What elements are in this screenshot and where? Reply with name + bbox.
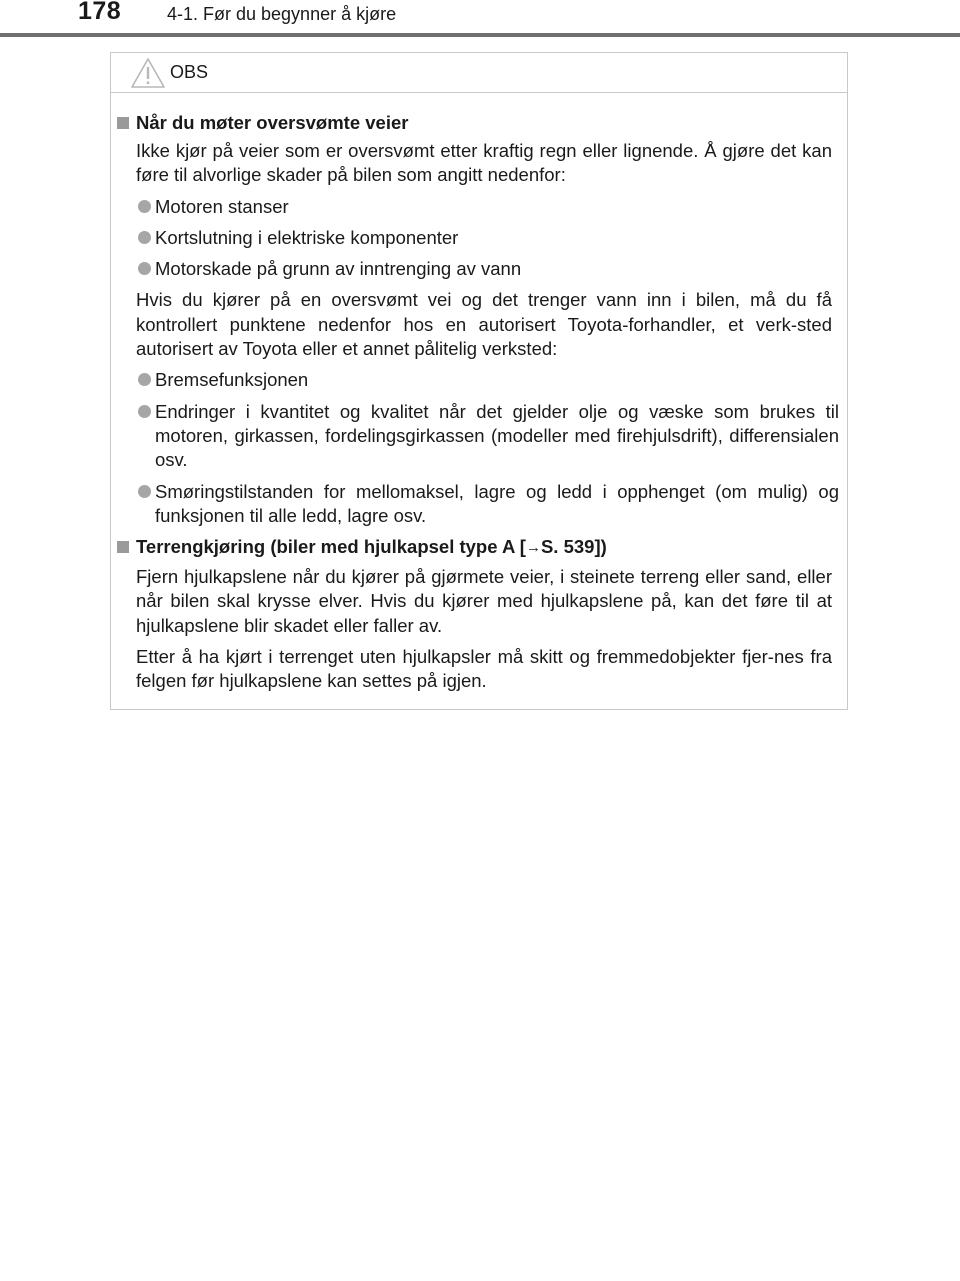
- list-item-text: Motoren stanser: [155, 195, 289, 217]
- page-number: 178: [78, 0, 122, 25]
- list-item: [155, 226, 839, 250]
- page-reference-link[interactable]: S. 539]): [540, 536, 607, 558]
- obs-notice-header: [111, 53, 847, 93]
- list-item-text: Endringer i kvantitet og kvalitet når det gjelder olje og væske som brukes til motoren, girkassen, fordelingsgirkassen (modeller med firehjulsdrift), differensialen osv.: [155, 400, 839, 471]
- obs-notice-box: [110, 52, 848, 710]
- square-bullet-icon: [117, 541, 129, 553]
- arrow-right-icon: →: [525, 539, 541, 557]
- heading-text: Når du møter oversvømte veier: [136, 112, 409, 133]
- paragraph: Fjern hjulkapslene når du kjører på gjørmete veier, i steinete terreng eller sand, eller når bilen skal krysse elver. Hvis du kjører med hjulkapslene på, kan det føre til at hjulkapslene blir skadet eller faller av.: [136, 566, 832, 636]
- circle-bullet-icon: [138, 231, 151, 244]
- circle-bullet-icon: [138, 262, 151, 275]
- list-item-text: Bremsefunksjonen: [155, 369, 309, 391]
- warning-triangle-icon: [130, 57, 166, 89]
- list-item: [155, 257, 839, 281]
- obs-label: OBS: [170, 62, 209, 82]
- list-item: [155, 368, 839, 392]
- circle-bullet-icon: [138, 373, 151, 386]
- obs-notice-body: [111, 111, 847, 701]
- list-item: [155, 400, 839, 473]
- circle-bullet-icon: [138, 200, 151, 213]
- list-item: [155, 480, 839, 529]
- circle-bullet-icon: [138, 485, 151, 498]
- list-item-text: Motorskade på grunn av inntrenging av vann: [155, 258, 522, 280]
- section-heading-flooded-roads: [111, 111, 847, 135]
- heading-text-pre: Terrengkjøring (biler med hjulkapsel type A [: [136, 536, 526, 558]
- paragraph: Ikke kjør på veier som er oversvømt etter kraftig regn eller lignende. Å gjøre det kan føre til alvorlige skader på bilen som angitt nedenfor:: [136, 140, 832, 186]
- section-heading-off-road: [111, 535, 847, 561]
- list-item-text: Kortslutning i elektriske komponenter: [155, 226, 459, 248]
- header-rule: [0, 33, 960, 37]
- paragraph: Etter å ha kjørt i terrenget uten hjulkapsler må skitt og fremmedobjekter fjer-nes fra felgen før hjulkapslene kan settes på igjen.: [136, 646, 832, 692]
- list-item: [155, 195, 839, 219]
- page-header: [0, 0, 960, 40]
- section-title: 4-1. Før du begynner å kjøre: [167, 4, 397, 24]
- list-item-text: Smøringstilstanden for mellomaksel, lagre og ledd i opphenget (om mulig) og funksjonen til alle ledd, lagre osv.: [155, 480, 839, 526]
- circle-bullet-icon: [138, 405, 151, 418]
- square-bullet-icon: [117, 117, 129, 129]
- paragraph: Hvis du kjører på en oversvømt vei og det trenger vann inn i bilen, må du få kontrollert punktene nedenfor hos en autorisert Toyota-forhandler, et verk-sted autorisert av Toyota eller et annet pålitelig verksted:: [136, 289, 832, 360]
